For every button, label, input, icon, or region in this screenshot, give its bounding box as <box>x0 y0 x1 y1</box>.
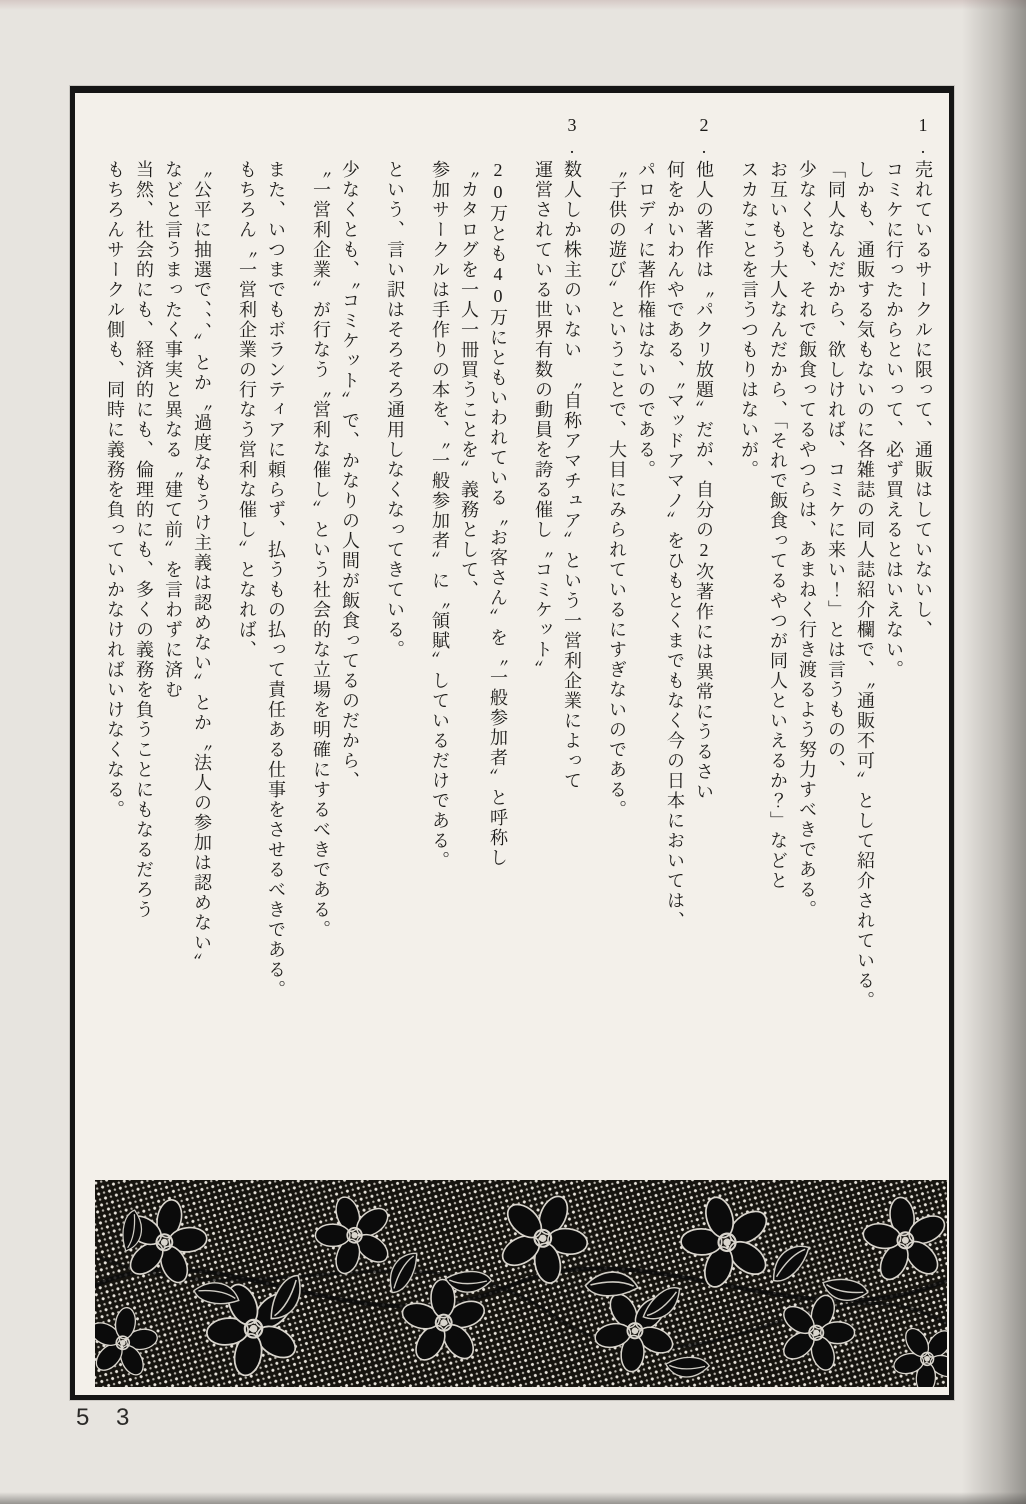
paragraph: 少なくとも、それで飯食ってるやつらは、あまねく行き渡るよう努力すべきである。 <box>797 160 817 920</box>
section-1 <box>734 115 937 1073</box>
paragraph: もちろんサークル側も、同時に義務を負っていかなければいけなくなる。 <box>105 160 125 820</box>
paragraph: スカなことを言うつもりはないが。 <box>739 160 759 480</box>
paragraph <box>557 115 586 1073</box>
paragraph <box>908 115 937 1073</box>
page-frame <box>70 86 954 1400</box>
paragraph: 「同人なんだから、欲しければ、コミケに来い！」とは言うものの、 <box>826 160 846 780</box>
paragraph: しかも、通販する気もないのに各雑誌の同人誌紹介欄で、〝通販不可〟として紹介されている。 <box>855 160 875 1011</box>
paragraph: 何をかいわんやである、〝マッドアマノ〟をひもとくまでもなく今の日本においては、 <box>665 160 685 931</box>
paragraph-text: 他人の著作は〝パクリ放題〟だが、自分の2次著作には異常にうるさい <box>694 160 714 802</box>
paragraph: 当然、社会的にも、経済的にも、倫理的にも、多くの義務を負うことにもなるだろう <box>134 160 154 920</box>
item-number: 3. <box>562 115 582 159</box>
paragraph: パロディに著作権はないのである。 <box>636 160 656 480</box>
scan-top-edge <box>0 0 1026 10</box>
paragraph: 少なくとも、〝コミケット〟で、かなりの人間が飯食ってるのだから、 <box>340 160 360 791</box>
paragraph: 20万とも40万にともいわれている〝お客さん〟を〝一般参加者〟と呼称し <box>488 160 508 868</box>
item-number: 2. <box>694 115 714 159</box>
paragraph: もちろん〝一営利企業の行なう営利な催し〟となれば、 <box>237 160 257 660</box>
section-6 <box>306 115 364 1073</box>
lace-pattern-band <box>95 1180 947 1387</box>
section-5 <box>380 115 409 1073</box>
paragraph: また、いつまでもボランティアに頼らず、払うもの払って責任ある仕事をさせるべきである。 <box>266 160 286 1000</box>
paragraph: などと言うまったく事実と異なる〝建て前〟を言わずに済む <box>163 160 183 700</box>
paragraph-text: 売れているサークルに限って、通販はしていないし、 <box>913 160 933 640</box>
paragraph: 〝公平に抽選で、、、〟とか〝過度なもうけ主義は認めない〟とか〝法人の参加は認めない〟 <box>192 160 212 973</box>
paragraph: 運営されている世界有数の動員を誇る催し〝コミケット〟 <box>533 160 553 680</box>
paragraph: 〝一営利企業〟が行なう〝営利な催し〟という社会的な立場を明確にするべきである。 <box>311 160 331 940</box>
section-8 <box>100 115 216 1073</box>
section-4 <box>425 115 512 1073</box>
paragraph <box>689 115 718 1073</box>
floral-lace-icon <box>95 1180 947 1387</box>
scan-right-edge <box>962 0 1026 1504</box>
paragraph: 〝カタログを一人一冊買うことを〟義務として、 <box>459 160 479 600</box>
section-3 <box>528 115 586 1073</box>
article-text <box>100 115 937 1073</box>
section-2 <box>602 115 718 1073</box>
paragraph: お互いもう大人なんだから、「それで飯食ってるやつが同人といえるか？」などと <box>768 160 788 891</box>
section-7 <box>232 115 290 1073</box>
paragraph: という、言い訳はそろそろ通用しなくなってきている。 <box>385 160 405 660</box>
item-number: 1. <box>913 115 933 159</box>
scan-bottom-edge <box>0 1492 1026 1504</box>
paragraph: 参加サークルは手作りの本を、〝一般参加者〟に〝領賦〟しているだけである。 <box>430 160 450 871</box>
paragraph: コミケに行ったからといって、必ず買えるとはいえない。 <box>884 160 904 680</box>
paragraph: 〝子供の遊び〟ということで、大目にみられているにすぎないのである。 <box>607 160 627 820</box>
page-number: 5 3 <box>76 1404 140 1431</box>
paragraph-text: 数人しか株主のいない 〝自称アマチュア〟という一営利企業によって <box>562 160 582 791</box>
